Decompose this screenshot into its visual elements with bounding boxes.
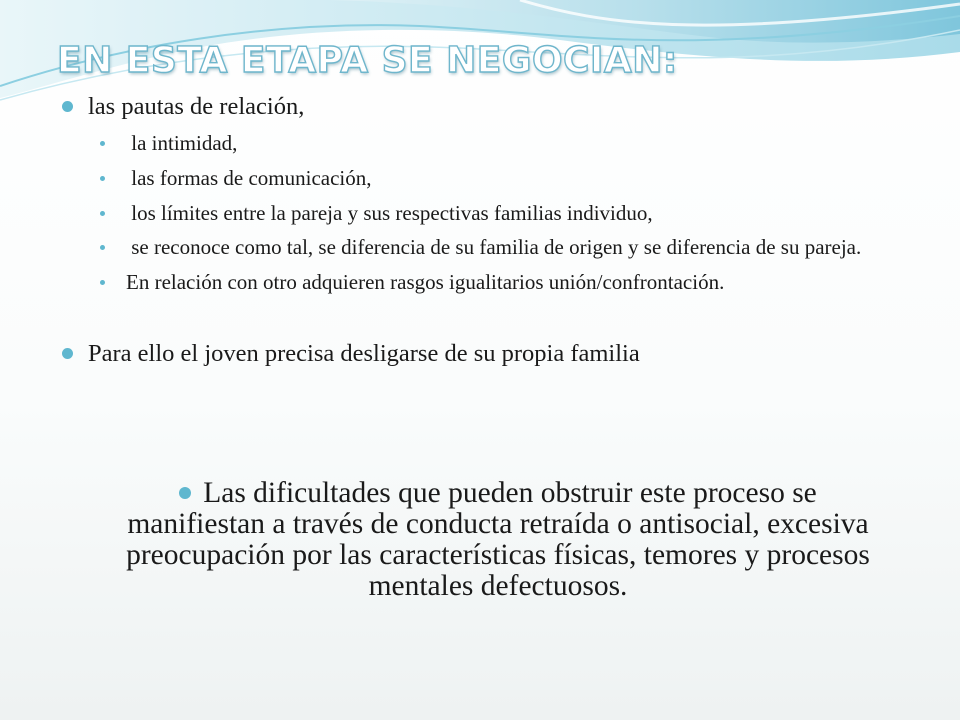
bullet-dot-icon <box>179 487 191 499</box>
sub-bullet-text: los límites entre la pareja y sus respectivas familias individuo, <box>126 200 653 225</box>
sub-bullet-text: En relación con otro adquieren rasgos igualitarios unión/confrontación. <box>126 270 725 295</box>
bullet-dot-icon <box>62 348 73 359</box>
bullet-text: Para ello el joven precisa desligarse de su propia familia <box>88 339 640 367</box>
sub-bullet <box>124 130 922 157</box>
bullet-dot-icon <box>62 101 73 112</box>
sub-bullet <box>124 234 906 261</box>
sub-bullet <box>124 200 922 227</box>
sub-bullet-text: se reconoce como tal, se diferencia de su familia de origen y se diferencia de su pareja. <box>126 235 862 260</box>
sub-bullet-dot-icon <box>100 211 105 216</box>
bullet-text: Las dificultades que pueden obstruir este proceso se manifiestan a través de conducta retraída o antisocial, excesiva preocupación por las características físicas, temores y procesos mentales defectuosos. <box>126 477 870 602</box>
sub-bullet-dot-icon <box>100 176 105 181</box>
slide-title: EN ESTA ETAPA SE NEGOCIAN: <box>57 40 678 81</box>
bullet-level1-large <box>108 478 888 602</box>
bullet-level1 <box>62 92 922 121</box>
sub-bullet-dot-icon <box>100 245 105 250</box>
bullet-text: las pautas de relación, <box>88 93 305 120</box>
sub-bullet-text: la intimidad, <box>126 131 238 156</box>
sub-bullet-dot-icon <box>100 280 105 285</box>
sub-bullet <box>124 269 766 296</box>
bullet-list <box>62 90 922 368</box>
sub-bullet-text: las formas de comunicación, <box>126 166 372 191</box>
sub-bullet <box>124 165 922 192</box>
bullet-level1 <box>62 339 922 368</box>
sub-bullet-dot-icon <box>100 141 105 146</box>
